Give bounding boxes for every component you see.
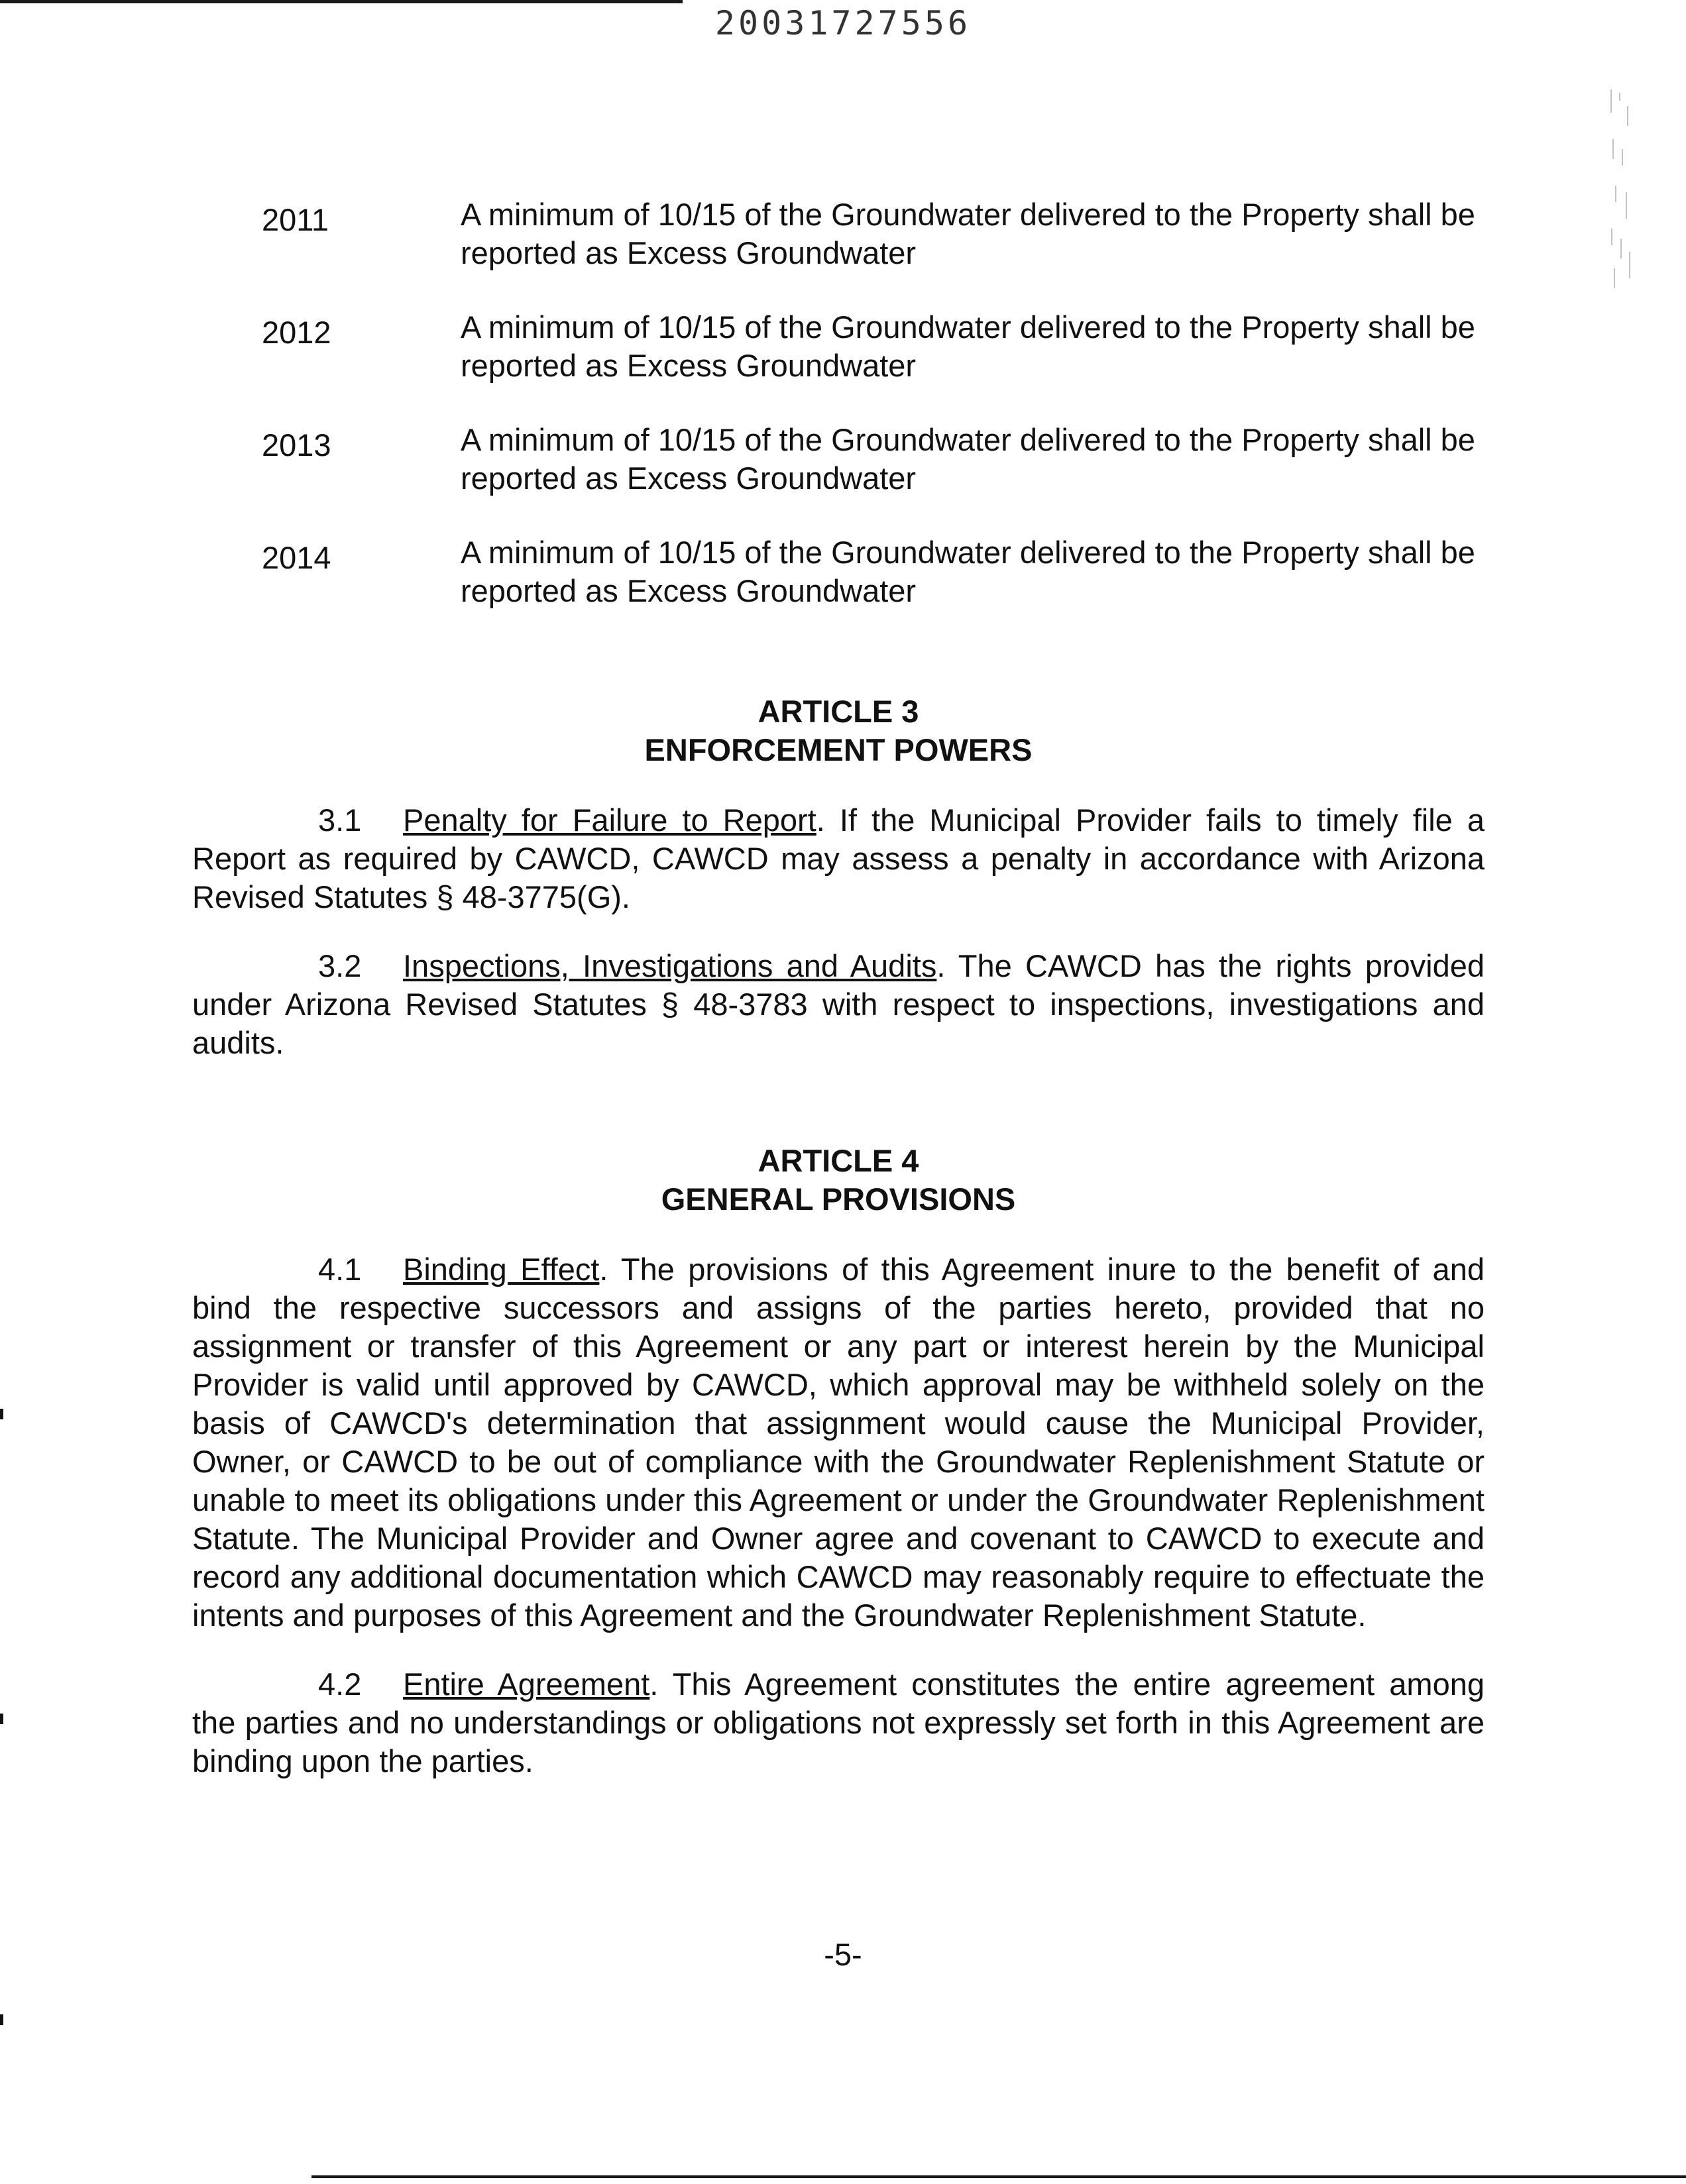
article-label: ARTICLE 3 [758,694,919,729]
schedule-row [192,421,1485,498]
schedule-requirement: A minimum of 10/15 of the Groundwater delivered to the Property shall be reported as Excess Groundwater [461,535,1475,608]
section-text: If the Municipal Provider fails to timely file a Report as required by CAWCD, CAWCD may assess a penalty in accordance with Arizona Revised Statutes § 48-3775(G). [192,802,1485,914]
scan-speckle-icon [1608,86,1634,292]
schedule-requirement: A minimum of 10/15 of the Groundwater delivered to the Property shall be reported as Excess Groundwater [461,309,1475,383]
section-title: Entire Agreement [403,1666,650,1702]
section-title: Binding Effect [403,1252,600,1287]
schedule-year: 2012 [262,315,331,350]
scan-mark [0,1409,3,1419]
section-number: 4.2 [318,1666,362,1702]
section-number: 3.1 [318,802,362,838]
section-text: The CAWCD has the rights provided under Arizona Revised Statutes § 48-3783 with respect to inspections, investigations and audits. [192,948,1485,1060]
section-title: Inspections, Investigations and Audits [403,948,937,983]
section-text: This Agreement constitutes the entire agreement among the parties and no understandings or obligations not expressly set forth in this Agreement are binding upon the parties. [192,1666,1485,1778]
page-body [192,195,1485,1811]
section-number: 3.2 [318,948,362,983]
scan-mark [0,2014,3,2025]
section-4-1: 4.1 Binding Effect. The provisions of this Agreement inure to the benefit of and bind the respective successors and assigns of the parties hereto, provided that no assignment or transfer of this Agreement or any part or interest herein by the Municipal Provider is valid until approved by CAWCD, which approval may be withheld solely on the basis of CAWCD's determination that assignment would cause the Municipal Provider, Owner, or CAWCD to be out of compliance with the Groundwater Replenishment Statute or unable to meet its obligations under this Agreement or under the Groundwater Replenishment Statute. The Municipal Provider and Owner agree and covenant to CAWCD to execute and record any additional documentation which CAWCD may reasonably require to effectuate the intents and purposes of this Agreement and the Groundwater Replenishment Statute. [192,1252,1485,1633]
document-number: 20031727556 [714,4,972,42]
schedule-row [192,308,1485,385]
article-4-heading [192,1142,1485,1219]
schedule-requirement: A minimum of 10/15 of the Groundwater delivered to the Property shall be reported as Excess Groundwater [461,422,1475,496]
article-title: GENERAL PROVISIONS [661,1181,1016,1217]
schedule-year: 2013 [262,427,331,463]
article-title: ENFORCEMENT POWERS [644,732,1033,767]
schedule-requirement: A minimum of 10/15 of the Groundwater delivered to the Property shall be reported as Excess Groundwater [461,197,1475,270]
page-number: -5- [824,1937,862,1972]
scan-mark [0,1714,3,1724]
section-title: Penalty for Failure to Report [403,802,816,838]
section-number: 4.1 [318,1252,362,1287]
section-text: The provisions of this Agreement inure to the benefit of and bind the respective successors and assigns of the parties hereto, provided that no assignment or transfer of this Agreement or any part or interest herein by the Municipal Provider is valid until approved by CAWCD, which approval may be withheld solely on the basis of CAWCD's determination that assignment would cause the Municipal Provider, Owner, or CAWCD to be out of compliance with the Groundwater Replenishment Statute or unable to meet its obligations under this Agreement or under the Groundwater Replenishment Statute. The Municipal Provider and Owner agree and covenant to CAWCD to execute and record any additional documentation which CAWCD may reasonably require to effectuate the intents and purposes of this Agreement and the Groundwater Replenishment Statute. [192,1252,1485,1633]
section-3-2: 3.2 Inspections, Investigations and Audits. The CAWCD has the rights provided under Arizona Revised Statutes § 48-3783 with respect to inspections, investigations and audits. [192,948,1485,1060]
schedule-year: 2014 [262,540,331,575]
replenishment-schedule [192,195,1485,610]
section-3-1: 3.1 Penalty for Failure to Report. If the Municipal Provider fails to timely file a Report as required by CAWCD, CAWCD may assess a penalty in accordance with Arizona Revised Statutes § 48-3775(G). [192,802,1485,914]
bottom-rule [311,2175,1686,2178]
schedule-row [192,533,1485,610]
schedule-row [192,195,1485,272]
schedule-year: 2011 [262,202,329,237]
article-label: ARTICLE 4 [758,1143,919,1178]
article-3-heading [192,692,1485,769]
section-4-2: 4.2 Entire Agreement. This Agreement constitutes the entire agreement among the parties and no understandings or obligations not expressly set forth in this Agreement are binding upon the parties. [192,1666,1485,1778]
